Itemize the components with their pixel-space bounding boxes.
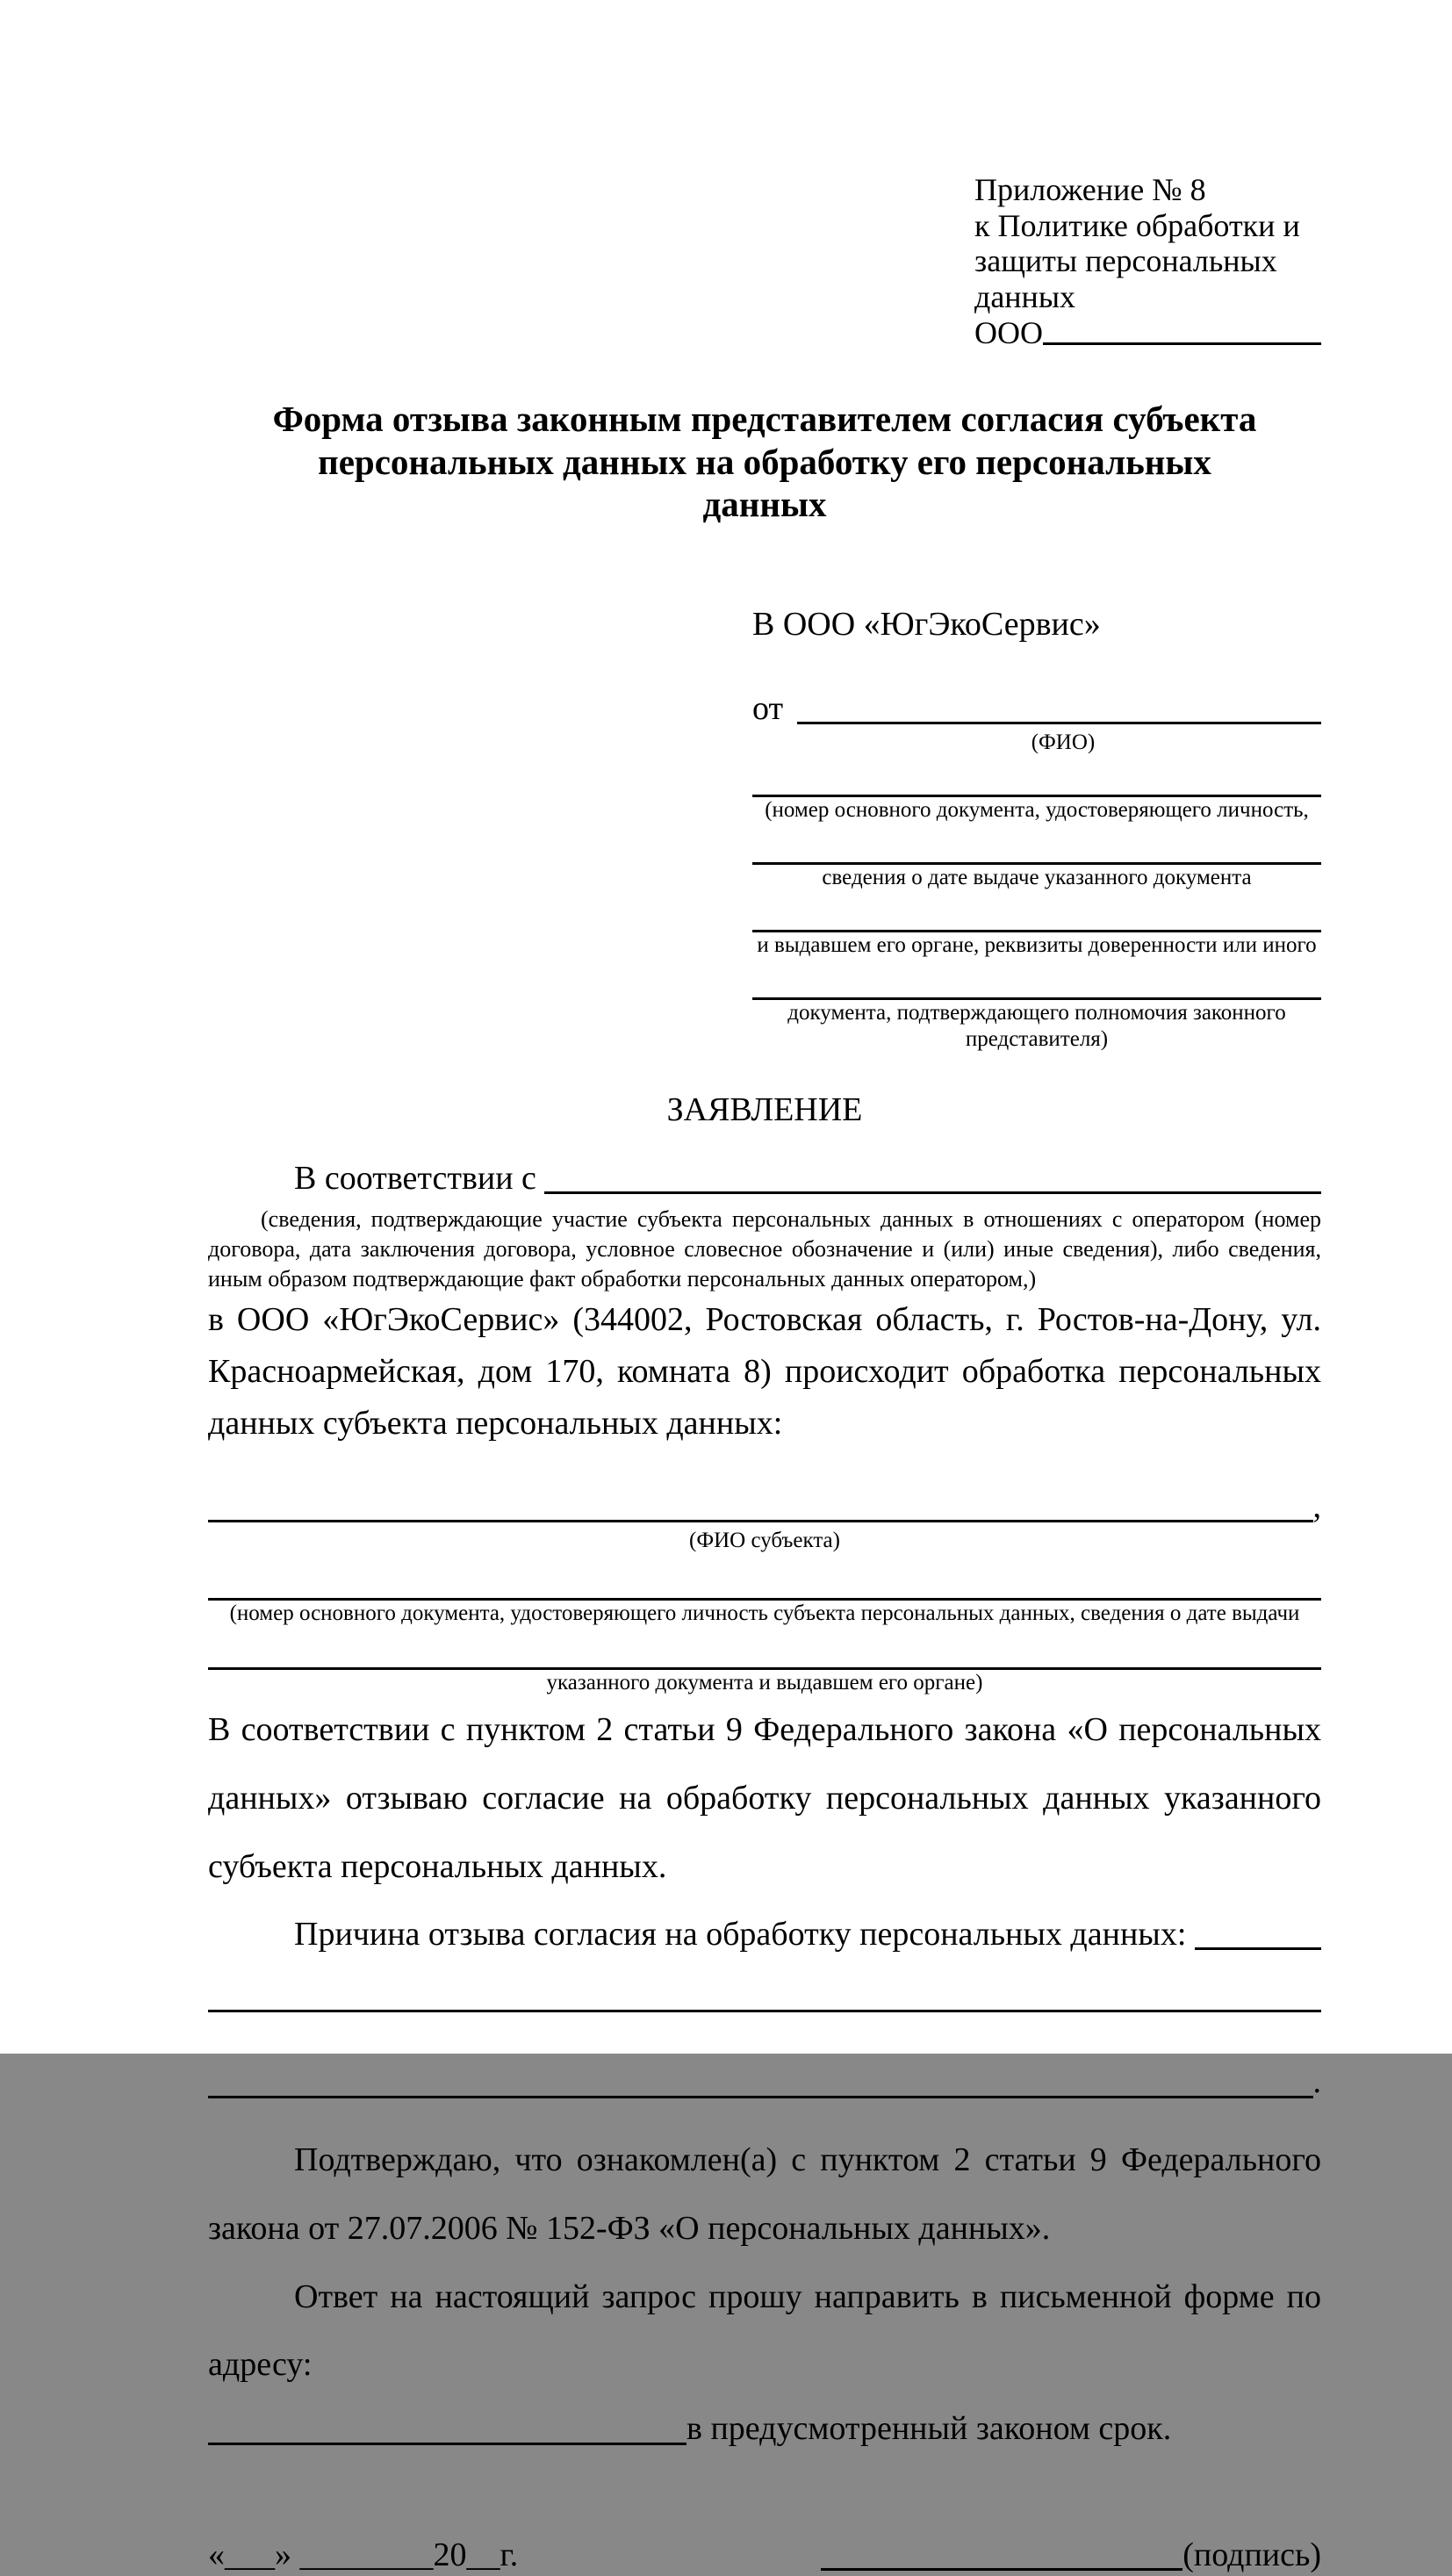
reply-address-row (208, 2408, 1321, 2450)
accordance-prefix (208, 1158, 544, 1200)
blank-period: . (1312, 2063, 1321, 2101)
subject-doc-field-1[interactable] (208, 1554, 1321, 1601)
signature-caption: (подпись) (1182, 2536, 1321, 2573)
signature-group (821, 2535, 1321, 2576)
accordance-note: (сведения, подтверждающие участие субъекта персональных данных в отношениях с оператором (номер договора, дата заключения договора, условное словесное обозначение и (или) иные сведения), либо сведения, иным образом подтверждающие факт обработки персональных данных оператором,) (208, 1206, 1321, 1292)
appendix-line-3: защиты персональных данных (974, 243, 1277, 315)
operator-paragraph: в ООО «ЮгЭкоСервис» (344002, Ростовская область, г. Ростов-на-Дону, ул. Красноармейская, дом 170, комната 8) происходит обработка персональных данных субъекта персональных данных: (208, 1300, 1321, 1442)
subject-fio-row (208, 1486, 1321, 1529)
reason-label: Причина отзыва согласия на обработку персональных данных: (294, 1915, 1187, 1953)
representative-doc-field-1[interactable] (752, 756, 1321, 797)
subject-fio-field[interactable] (208, 1520, 1313, 1522)
subject-fio-comma: , (1312, 1487, 1321, 1525)
addressee-organization: В ООО «ЮгЭкоСервис» (752, 606, 1101, 644)
representative-doc-field-4[interactable] (752, 959, 1321, 1000)
from-row (752, 688, 1321, 730)
reply-address-field[interactable] (208, 2443, 686, 2445)
org-name-field[interactable] (1043, 342, 1321, 345)
appendix-line-1: Приложение № 8 (974, 172, 1206, 207)
fio-caption: (ФИО) (1031, 730, 1096, 755)
from-label: от (752, 689, 784, 727)
reason-field-line-3[interactable] (208, 2096, 1313, 2098)
subject-doc-caption-2: указанного документа и выдавшем его органе) (546, 1671, 983, 1695)
reason-label-wrap (208, 1914, 1195, 1956)
representative-doc-field-2[interactable] (752, 824, 1321, 865)
date-blank[interactable]: «___» ________20__г. (208, 2536, 519, 2573)
doc-caption-4: документа, подтверждающего полномочия законного представителя) (787, 1001, 1286, 1052)
statement-heading: ЗАЯВЛЕНИЕ (666, 1091, 863, 1129)
addressee-block (752, 604, 1321, 1053)
reason-row (208, 1914, 1321, 1956)
subject-fio-caption: (ФИО субъекта) (689, 1529, 840, 1553)
subject-doc-caption-1: (номер основного документа, удостоверяющего личность субъекта персональных данных, сведения о дате выдачи (229, 1601, 1300, 1626)
withdrawal-paragraph: В соответствии с пунктом 2 статьи 9 Федерального закона «О персональных данных» отзываю согласие на обработку персональных данных указанного субъекта персональных данных. (208, 1711, 1321, 1885)
representative-doc-field-3[interactable] (752, 891, 1321, 932)
document-title: Форма отзыва законным представителем согласия субъекта персональных данных на обработку его персональных данных (272, 399, 1257, 525)
representative-fio-field[interactable] (797, 722, 1321, 724)
accordance-row (208, 1158, 1321, 1200)
confirm-paragraph: Подтверждаю, что ознакомлен(а) с пунктом 2 статьи 9 Федерального закона от 27.07.2006 № 152-ФЗ «О персональных данных». (208, 2141, 1321, 2247)
doc-caption-3: и выдавшем его органе, реквизиты доверенности или иного (757, 933, 1317, 958)
accordance-prefix-text: В соответствии с (294, 1159, 536, 1197)
footer-row (208, 2535, 1321, 2576)
appendix-block (974, 172, 1321, 350)
appendix-line-2: к Политике обработки и (974, 207, 1300, 243)
accordance-field[interactable] (544, 1191, 1321, 1194)
reply-suffix: в предусмотренный законом срок. (686, 2410, 1172, 2448)
doc-caption-2: сведения о дате выдаче указанного документа (822, 866, 1252, 890)
reply-paragraph: Ответ на настоящий запрос прошу направить в письменной форме по адресу: (208, 2277, 1321, 2384)
reason-field-start[interactable] (1195, 1947, 1321, 1950)
appendix-org-row (974, 315, 1321, 351)
subject-doc-field-2[interactable] (208, 1627, 1321, 1670)
reason-field-line-3-row (208, 2062, 1321, 2104)
signature-field[interactable] (821, 2568, 1182, 2571)
reason-field-line-2[interactable] (208, 1955, 1321, 2012)
org-prefix: ООО (974, 314, 1043, 350)
doc-caption-1: (номер основного документа, удостоверяющего личность, (765, 798, 1309, 823)
